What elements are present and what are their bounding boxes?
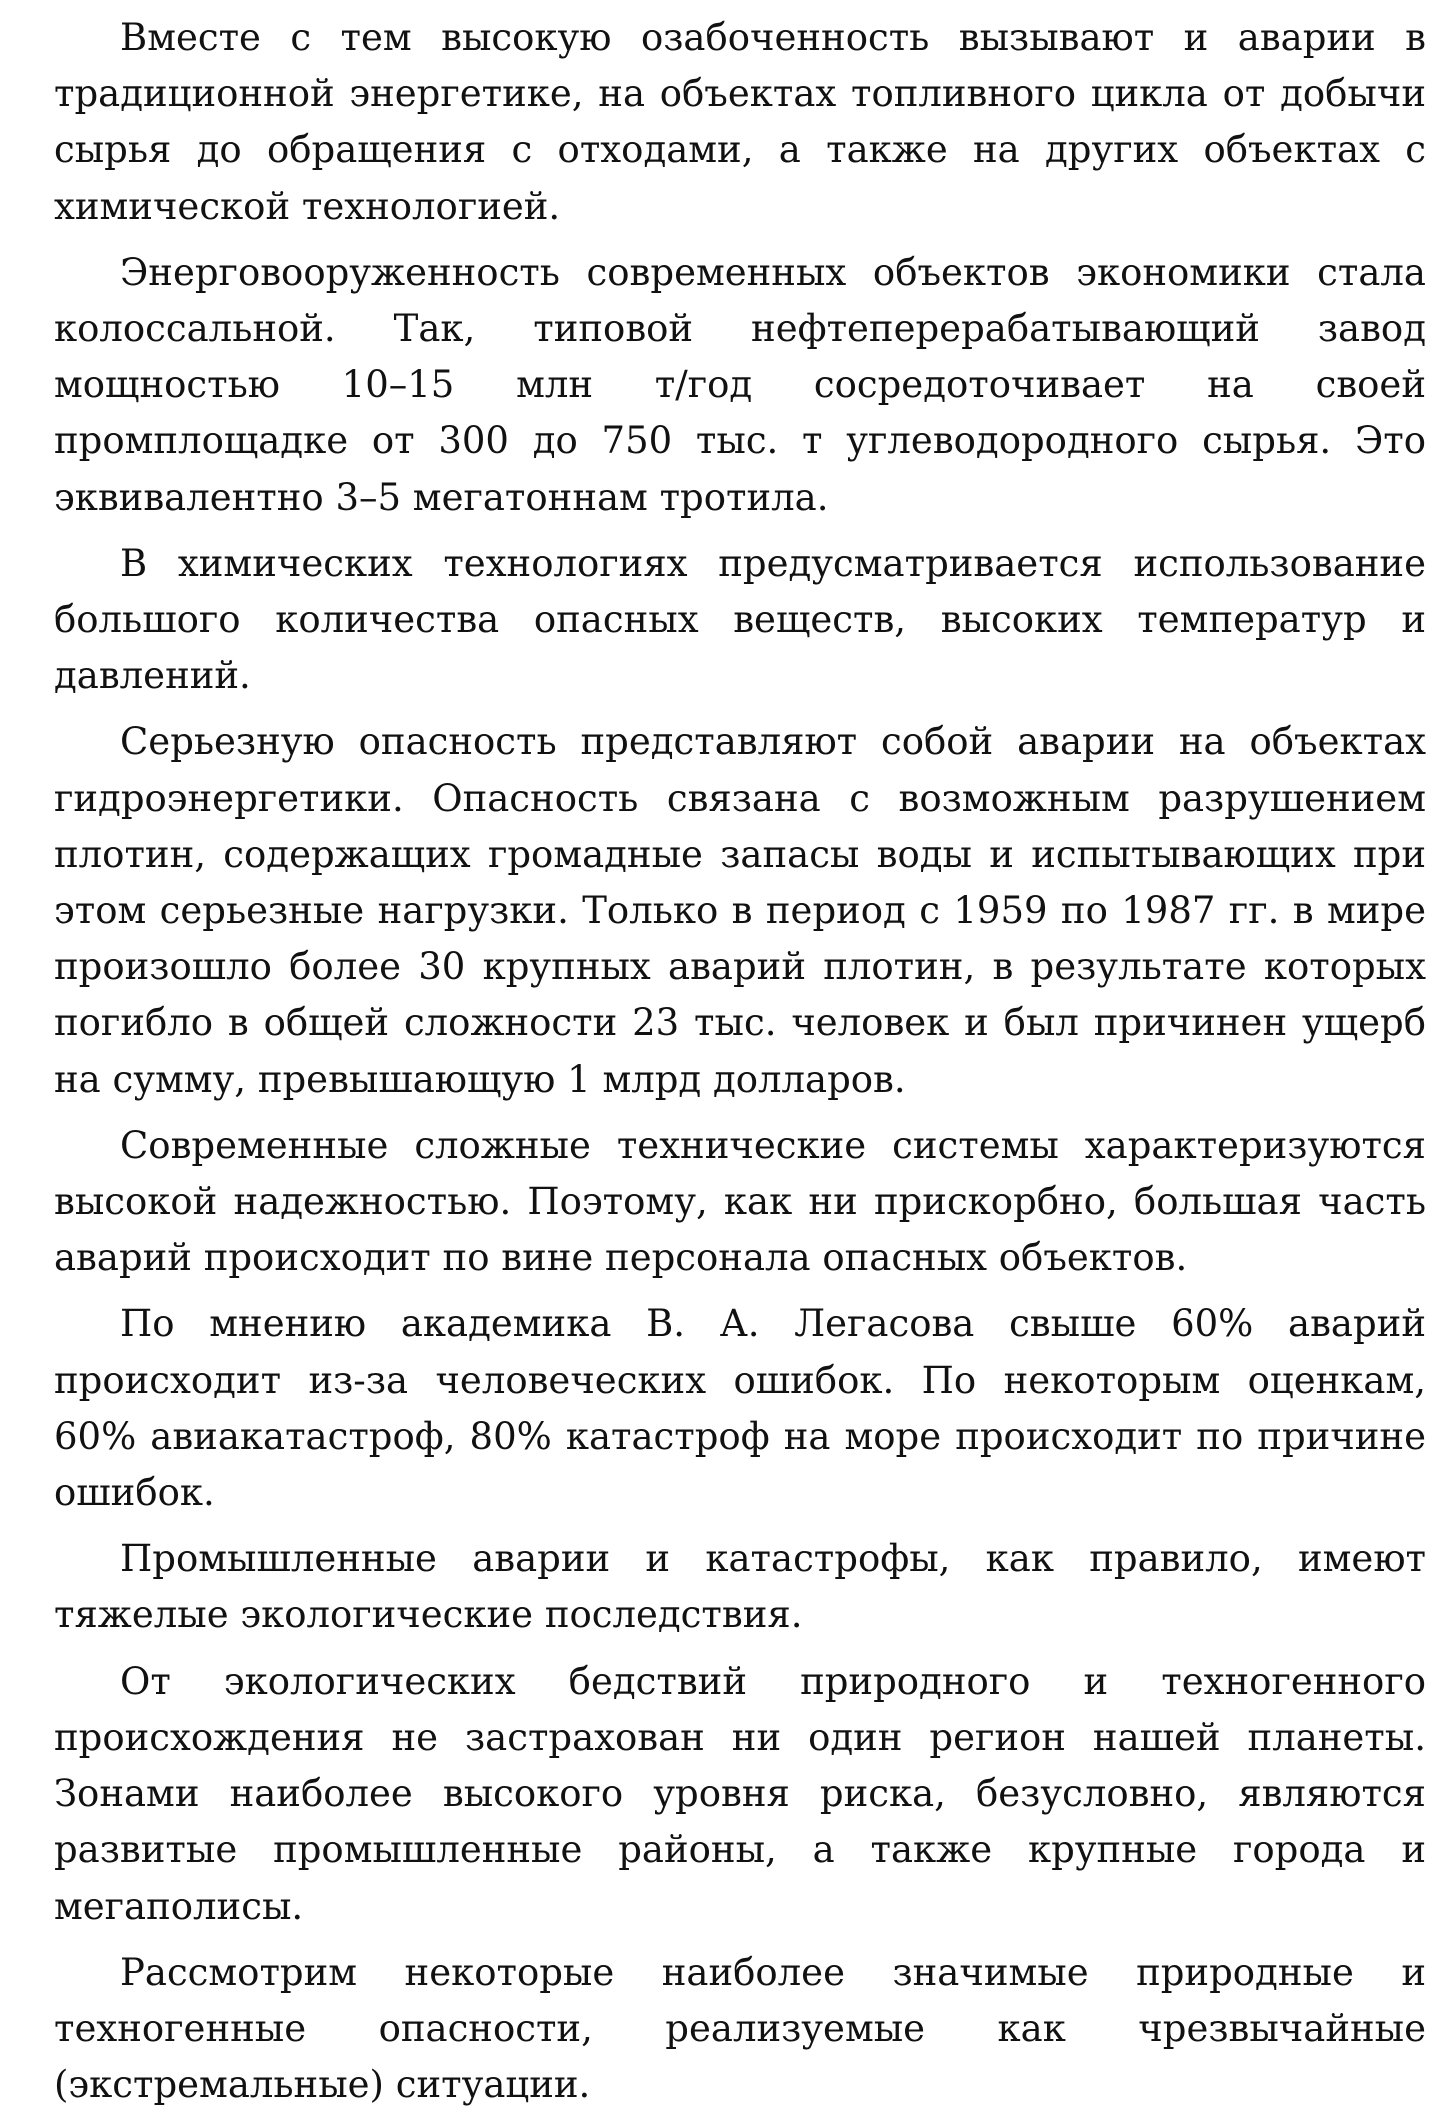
paragraph-legasov-estimate: По мнению академика В. А. Легасова свыше 60% аварий происходит из-за человеческих ошибок. По некоторым оценкам, 60% авиакатастроф, 80% катастроф на море происходит по причине ошибок. — [54, 1302, 1426, 1515]
paragraph-chemical-technologies: В химических технологиях предусматривается использование большого количества опасных веществ, высоких температур и давлений. — [54, 541, 1426, 698]
body-text — [54, 10, 1426, 2113]
paragraph-energy-capacity: Энерговооруженность современных объектов экономики стала колоссальной. Так, типовой нефтеперерабатывающий завод мощностью 10–15 млн т/год сосредоточивает на своей промплощадке от 300 до 750 тыс. т углеводородного сырья. Это эквивалентно 3–5 мегатоннам тротила. — [54, 250, 1426, 519]
paragraph-conclusion: Рассмотрим некоторые наиболее значимые природные и техногенные опасности, реализуемые как чрезвычайные (экстремальные) ситуации. — [54, 1950, 1426, 2107]
paragraph-traditional-energy-accidents: Вместе с тем высокую озабоченность вызывают и аварии в традиционной энергетике, на объектах топливного цикла от добычи сырья до обращения с отходами, а также на других объектах с химической технологией. — [54, 16, 1426, 228]
paragraph-ecological-consequences: Промышленные аварии и катастрофы, как правило, имеют тяжелые экологические последствия. — [54, 1537, 1426, 1637]
paragraph-risk-zones: От экологических бедствий природного и техногенного происхождения не застрахован ни один регион нашей планеты. Зонами наиболее высокого уровня риска, безусловно, являются развитые промышленные районы, а также крупные города и мегаполисы. — [54, 1659, 1426, 1928]
paragraph-human-factor: Современные сложные технические системы характеризуются высокой надежностью. Поэтому, как ни прискорбно, большая часть аварий происходит по вине персонала опасных объектов. — [54, 1123, 1426, 1280]
paragraph-hydropower-dams: Серьезную опасность представляют собой аварии на объектах гидроэнергетики. Опасность связана с возможным разрушением плотин, содержащих громадные запасы воды и испытывающих при этом серьезные нагрузки. Только в период с 1959 по 1987 гг. в мире произошло более 30 крупных аварий плотин, в результате которых погибло в общей сложности 23 тыс. человек и был причинен ущерб на сумму, превышающую 1 млрд долларов. — [54, 720, 1426, 1101]
